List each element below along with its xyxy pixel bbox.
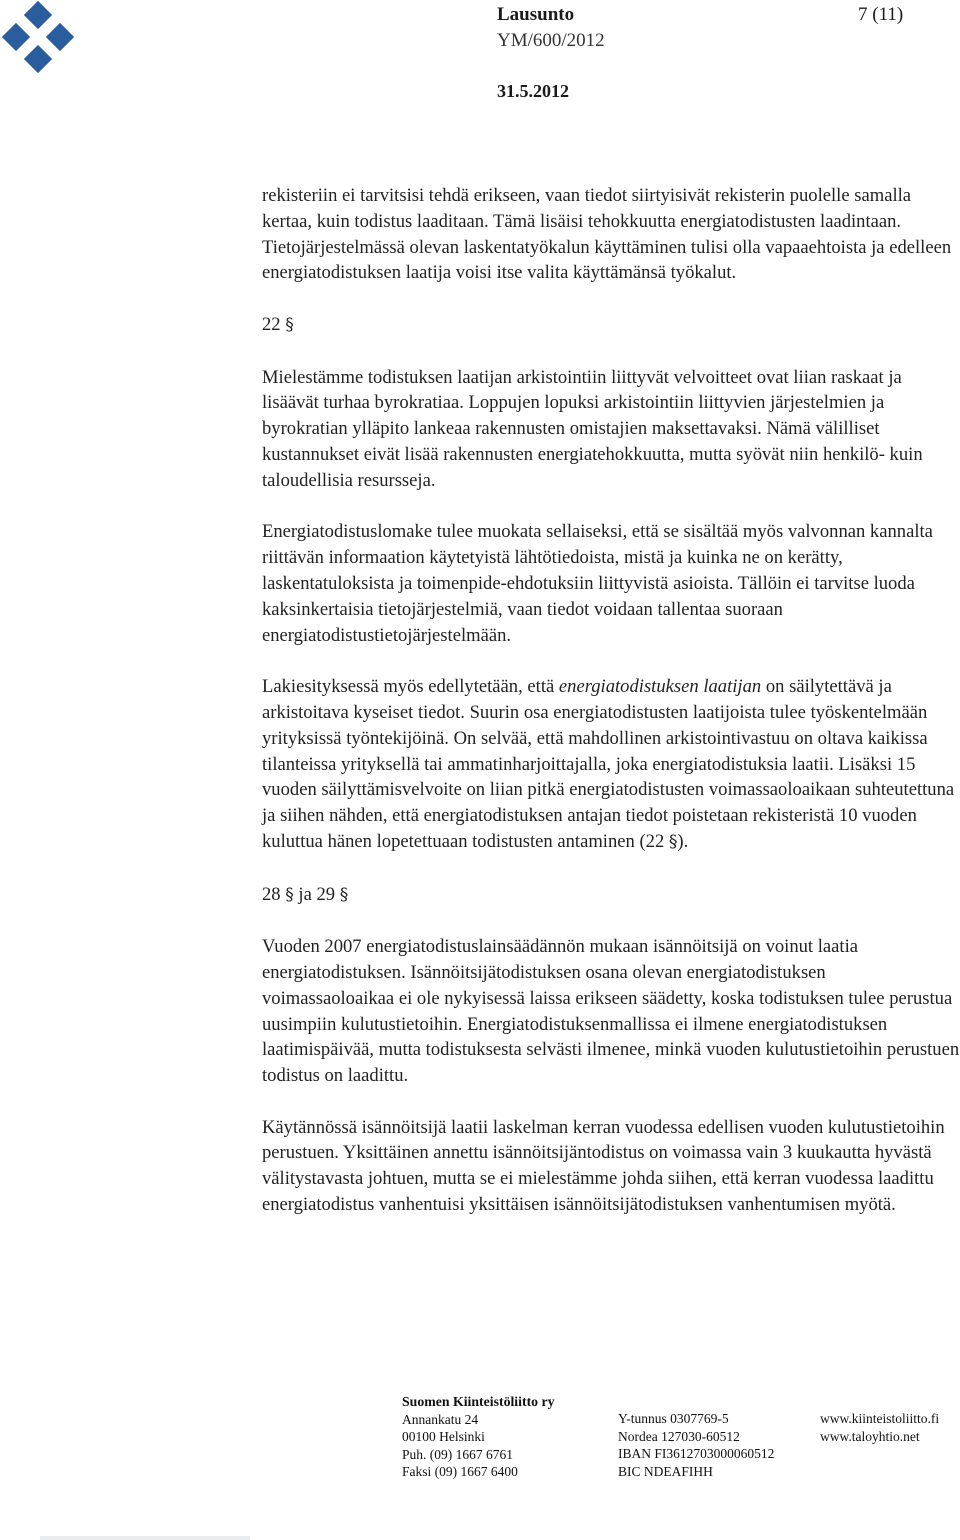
paragraph-4-text-b: on säilytettävä ja arkistoitava kyseiset tiedot. Suurin osa energiatodistusten laatijoista tulee työskentelmään yrityksissä työntekijöinä. On selvää, että mahdollinen arkistointivastuu on oltava kaikissa tilanteissa yrityksellä tai ammatinharjoittajalla, joka energiatodistuksia laatii. Lisäksi 15 vuoden säilyttämisvelvoite on liian pitkä energiatodistusten voimassaoloaikaan suhteutettuna ja siihen nähden, että energiatodistuksen antajan tiedot poistetaan rekisteristä 10 vuoden kuluttua hänen lopetettuaan todistusten antaminen (22 [262, 676, 955, 852]
footer-website-2[interactable]: www.taloyhtio.net [820, 1428, 920, 1444]
paragraph-5: Vuoden 2007 energiatodistuslainsäädännön mukaan isännöitsijä on voinut laatia energiatodistuksen. Isännöitsijätodistuksen osana olevan energiatodistuksen voimassaoloaikaa ei ole nykyisessä laissa erikseen säädetty, koska todistuksen tulee perustua uusimpiin kulutustietoihin. Energiatodistuksenmallissa ei ilmene energiatodistuksen laatimispäivää, mutta todistuksesta selvästi ilmenee, minkä vuoden kulutustietoihin perustuen todistus on laadittu. [262, 936, 960, 1087]
footer-address-block [402, 1393, 555, 1481]
section-symbol: § [285, 314, 294, 335]
paragraph-4-text-a: Lakiesityksessä myös edellytetään, että [262, 676, 559, 698]
paragraph-1: rekisteriin ei tarvitsisi tehdä erikseen, vaan tiedot siirtyisivät rekisterin puolelle samalla kertaa, kuin todistus laaditaan. Tämä lisäisi tehokkuutta energiatodistusten laadintaan. Tietojärjestelmässä olevan laskentatyökalun käyttäminen tulisi olla vapaaehtoista ja edelleen energiatodistuksen laatija voisi itse valita käyttämänsä työkalut. [262, 185, 952, 284]
section-heading-22 [262, 312, 960, 339]
footer-bank-block [618, 1410, 774, 1480]
footer-web-block [820, 1410, 939, 1445]
section-symbol: § [339, 884, 349, 905]
section-number: ja 29 [298, 883, 336, 905]
paragraph-6: Käytännössä isännöitsijä laatii laskelman kerran vuodessa edellisen vuoden kulutustietoihin perustuen. Yksittäinen annettu isännöitsijäntodistus on voimassa vain 3 kuukautta hyvästä välitystavasta johtuen, mutta se ei mielestämme johda siihen, että kerran vuodessa laadittu energiatodistus vanhentuisi yksittäisen isännöitsijätodistuksen vanhentumisen myötä. [262, 1116, 945, 1216]
footer-bic: BIC NDEAFIHH [618, 1463, 713, 1479]
footer-organization: Suomen Kiinteistöliitto ry [402, 1394, 555, 1409]
document-body [262, 183, 960, 1244]
footer-ytunnus: Y-tunnus 0307769-5 [618, 1411, 729, 1426]
paragraph-4-end: ). [677, 830, 689, 852]
section-number: 22 [262, 313, 281, 335]
footer-fax: Faksi (09) 1667 6400 [402, 1464, 518, 1479]
organization-logo-icon [2, 0, 84, 82]
paragraph-4 [262, 674, 960, 856]
page-number: 7 (11) [858, 4, 904, 25]
footer-iban: IBAN FI3612703000060512 [618, 1446, 775, 1461]
footer-nordea: Nordea 127030-60512 [618, 1428, 740, 1444]
paragraph-3: Energiatodistuslomake tulee muokata sellaiseksi, että se sisältää myös valvonnan kannalta riittävän informaation käytetyistä lähtötiedoista, mistä ja kuinka ne on kerätty, laskentatuloksista ja toimenpide-ehdotuksiin liittyvistä asioista. Tällöin ei tarvitse luoda kaksinkertaisia tietojärjestelmiä, vaan tiedot voidaan tallentaa suoraan energiatodistustietojärjestelmään. [262, 521, 933, 646]
document-type: Lausunto [497, 4, 575, 25]
bottom-divider [40, 1536, 250, 1540]
document-date: 31.5.2012 [497, 81, 569, 101]
footer-phone: Puh. (09) 1667 6761 [402, 1446, 513, 1462]
footer-street: Annankatu 24 [402, 1411, 479, 1427]
paragraph-4-italic: energiatodistuksen laatijan [558, 676, 762, 698]
footer-postal: 00100 Helsinki [402, 1429, 485, 1444]
reference-number: YM/600/2012 [497, 30, 605, 51]
section-symbol: § [285, 884, 294, 905]
section-number: 28 [262, 883, 281, 905]
footer-website-1[interactable]: www.kiinteistoliitto.fi [820, 1411, 940, 1426]
section-heading-28-29 [262, 882, 960, 909]
section-symbol: § [668, 831, 678, 852]
paragraph-2: Mielestämme todistuksen laatijan arkistointiin liittyvät velvoitteet ovat liian raskaat ja lisäävät turhaa byrokratiaa. Loppujen lopuksi arkistointiin liittyvien järjestelmien ja byrokratian ylläpito lankeaa rakennusten omistajien maksettavaksi. Nämä välilliset kustannukset eivät lisää rakennusten energiatehokkuutta, mutta syövät niin henkilö- kuin taloudellisia resursseja. [262, 366, 923, 491]
